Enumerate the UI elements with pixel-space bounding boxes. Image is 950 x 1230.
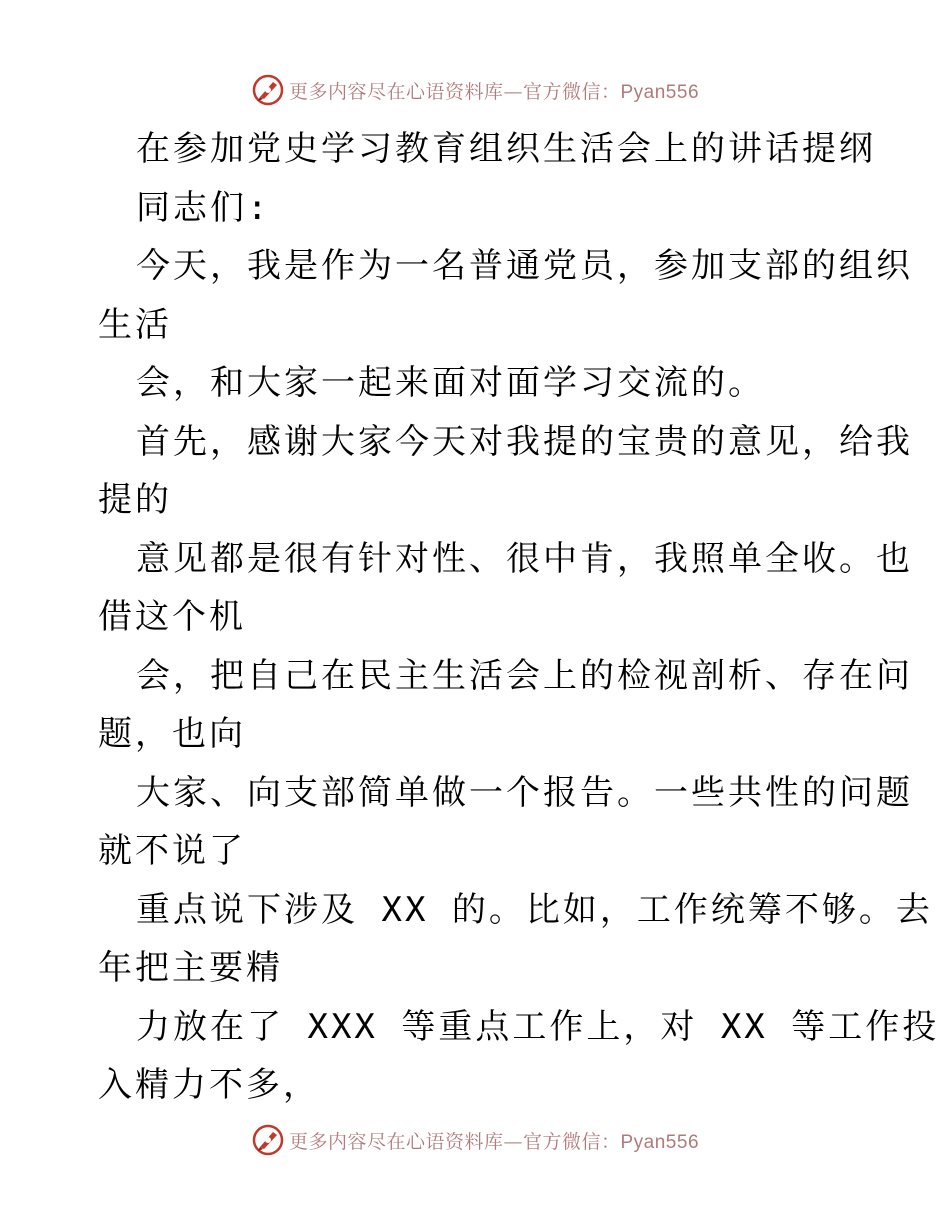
text-line: 在参加党史学习教育组织生活会上的讲话提纲 (136, 129, 876, 169)
text-line: 入精力不多， (98, 1065, 320, 1105)
quill-logo-icon (251, 73, 285, 107)
text-line: 重点说下涉及 XX 的。比如，工作统筹不够。去 (136, 889, 933, 930)
watermark-text (289, 77, 699, 104)
watermark-wechat-label: 官方微信： (522, 1130, 621, 1153)
watermark-site-text: 更多内容尽在心语资料库 (288, 80, 504, 103)
watermark-text (289, 1127, 699, 1154)
text-line: 意见都是很有针对性、很中肯，我照单全收。也 (136, 538, 913, 579)
watermark-wechat-id: Pyan556 (620, 1131, 700, 1153)
text-line: 借这个机 (98, 597, 246, 637)
watermark-wechat-id: Pyan556 (620, 81, 700, 103)
document-body (98, 120, 940, 1115)
text-line: 今天，我是作为一名普通党员，参加支部的组织 (136, 246, 913, 286)
text-line: 力放在了 XXX 等重点工作上，对 XX 等工作投 (136, 1006, 940, 1047)
watermark-wechat-label: 官方微信： (522, 80, 621, 103)
text-line: 同志们: (136, 187, 271, 228)
watermark-separator: — (503, 80, 523, 103)
footer-watermark (0, 1120, 950, 1160)
text-line: 首先，感谢大家今天对我提的宝贵的意见，给我 (136, 421, 913, 462)
quill-logo-icon (251, 1123, 285, 1157)
header-watermark (0, 70, 950, 110)
text-line: 大家、向支部简单做一个报告。一些共性的问题 (136, 772, 913, 813)
watermark-separator: — (503, 1130, 523, 1153)
text-line: 生活 (98, 304, 172, 345)
text-line: 会，把自己在民主生活会上的检视剖析、存在问 (136, 655, 913, 696)
text-line: 会，和大家一起来面对面学习交流的。 (136, 363, 765, 403)
text-line: 就不说了 (98, 831, 246, 871)
text-line: 题，也向 (98, 714, 246, 754)
text-line: 提的 (98, 480, 172, 520)
watermark-site-text: 更多内容尽在心语资料库 (288, 1130, 504, 1153)
text-line: 年把主要精 (98, 948, 283, 988)
